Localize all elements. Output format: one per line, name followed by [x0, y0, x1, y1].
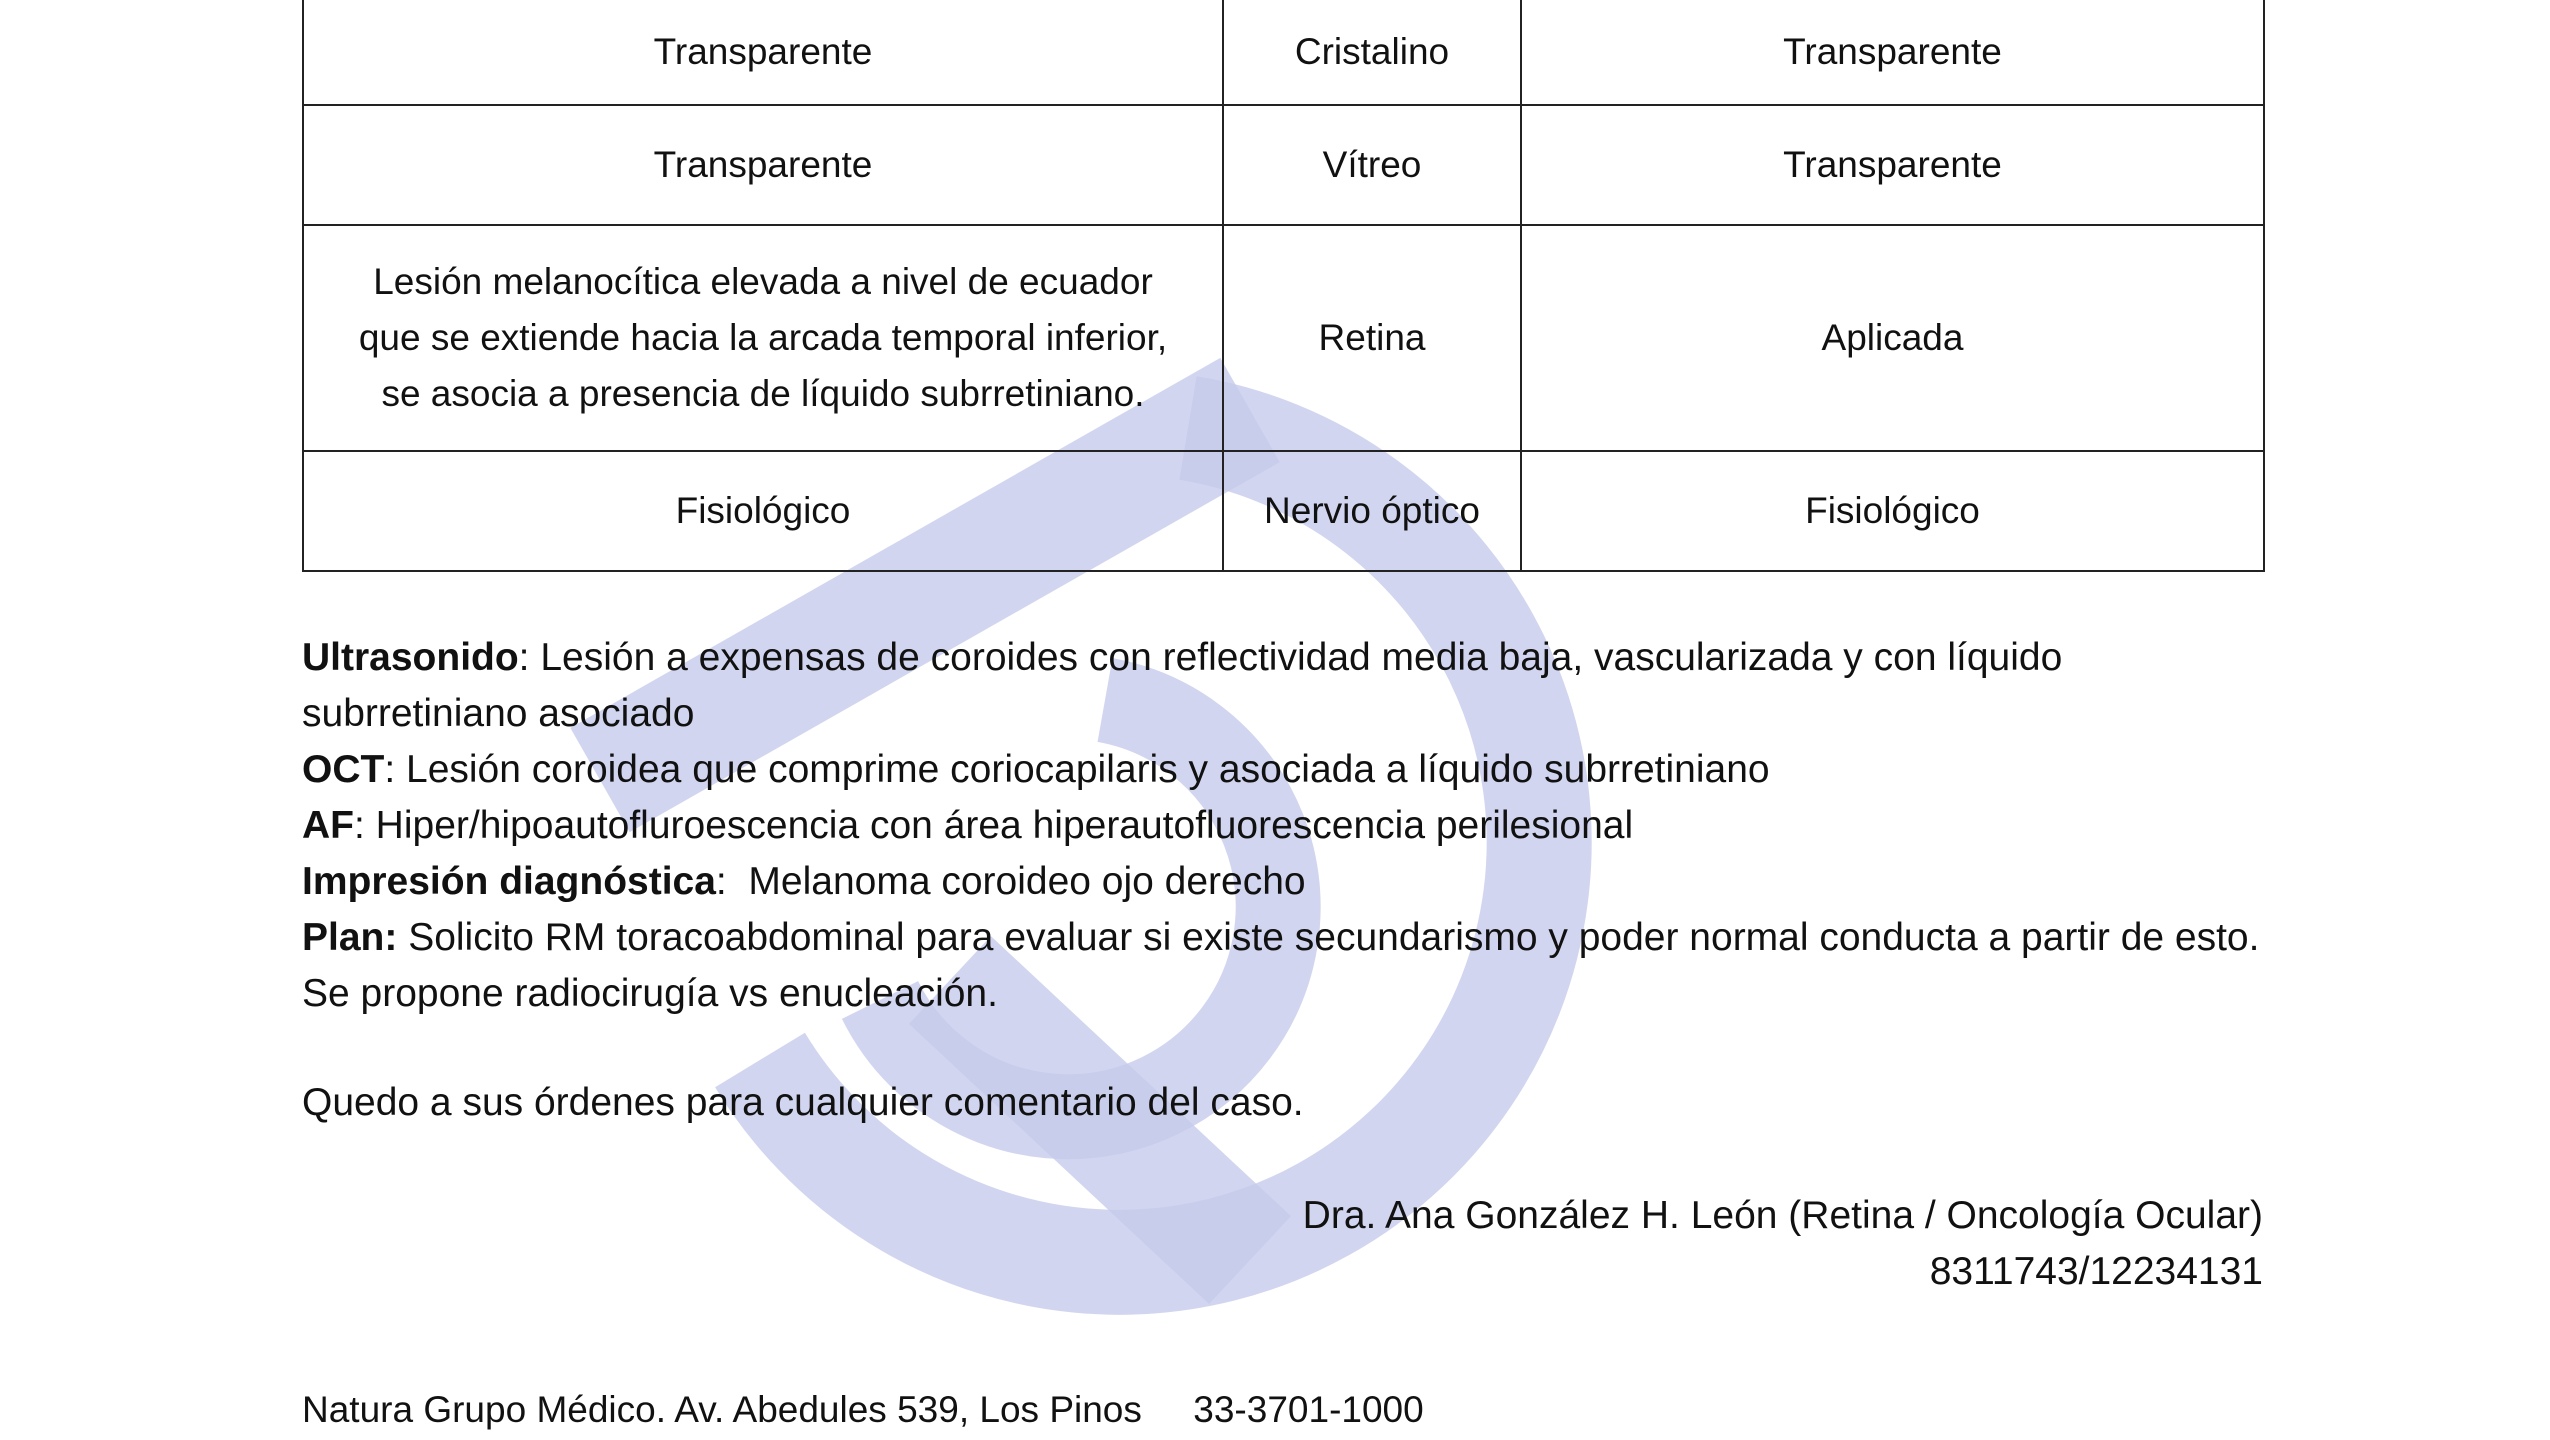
- finding-separator: :: [354, 804, 365, 847]
- finding-label: Ultrasonido: [302, 636, 519, 679]
- footer: [302, 1382, 1424, 1438]
- footer-phone: 33-3701-1000: [1193, 1389, 1424, 1430]
- finding-text: Hiper/hipoautofluroescencia con área hiperautofluorescencia perilesional: [364, 804, 1634, 847]
- footer-address: Natura Grupo Médico. Av. Abedules 539, Los Pinos: [302, 1389, 1142, 1430]
- table-row: [303, 105, 2264, 225]
- finding-text: Solicito RM toracoabdominal para evaluar si existe secundarismo y poder normal conducta a partir de esto. Se propone radiocirugía vs enucleación.: [302, 916, 2271, 1015]
- eye-exam-table: [302, 0, 2265, 572]
- finding-separator: :: [518, 636, 530, 679]
- signature-block: [1303, 1188, 2263, 1300]
- finding-label: OCT: [302, 748, 385, 791]
- finding-separator: :: [384, 748, 396, 791]
- finding-af: [302, 798, 2292, 854]
- findings-section: [302, 630, 2292, 1022]
- finding-label: Plan:: [302, 916, 398, 959]
- cell-structure: Vítreo: [1223, 105, 1521, 225]
- finding-separator: :: [715, 860, 727, 903]
- table-row: [303, 225, 2264, 451]
- finding-label: Impresión diagnóstica: [302, 860, 716, 903]
- cell-left-eye: Fisiológico: [303, 451, 1223, 571]
- table-row: [303, 0, 2264, 105]
- finding-ultrasound: [302, 630, 2292, 742]
- cell-right-eye: Fisiológico: [1521, 451, 2264, 571]
- cell-left-eye: Transparente: [303, 0, 1223, 105]
- finding-label: AF: [302, 804, 354, 847]
- doctor-name: Dra. Ana González H. León (Retina / Oncología Ocular): [1302, 1194, 2263, 1237]
- table-row: [303, 451, 2264, 571]
- finding-oct: [302, 742, 2292, 798]
- cell-structure: Retina: [1223, 225, 1521, 451]
- cell-structure: Cristalino: [1223, 0, 1521, 105]
- cell-left-eye: Lesión melanocítica elevada a nivel de ecuador que se extiende hacia la arcada temporal inferior, se asocia a presencia de líquido subrretiniano.: [303, 225, 1223, 451]
- cell-right-eye: Aplicada: [1521, 225, 2264, 451]
- finding-plan: [302, 910, 2292, 1022]
- cell-right-eye: Transparente: [1521, 105, 2264, 225]
- cell-structure: Nervio óptico: [1223, 451, 1521, 571]
- cell-right-eye: Transparente: [1521, 0, 2264, 105]
- finding-text: Lesión coroidea que comprime coriocapilaris y asociada a líquido subrretiniano: [395, 748, 1770, 791]
- cell-left-eye: Transparente: [303, 105, 1223, 225]
- finding-diagnosis: [302, 854, 2292, 910]
- doctor-phone: 8311743/12234131: [1929, 1250, 2263, 1293]
- finding-text: Lesión a expensas de coroides con reflectividad media baja, vascularizada y con líquido subrretiniano asociado: [302, 636, 2074, 735]
- finding-text: Melanoma coroideo ojo derecho: [726, 860, 1306, 903]
- closing-text: Quedo a sus órdenes para cualquier comentario del caso.: [302, 1081, 1304, 1124]
